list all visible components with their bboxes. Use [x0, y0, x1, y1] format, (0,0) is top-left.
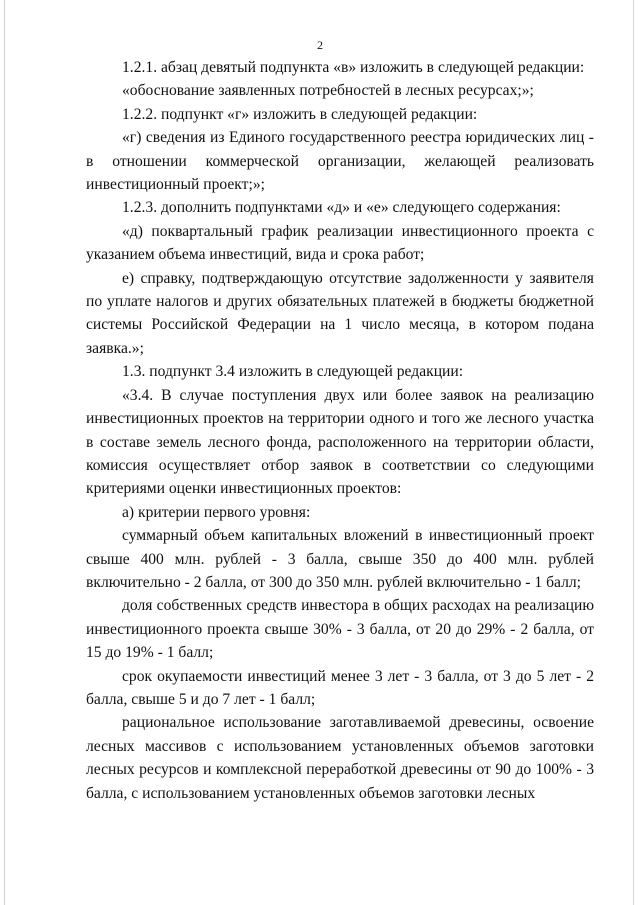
paragraph-3-4: «3.4. В случае поступления двух или более заявок на реализацию инвестиционных проектов на территории одного и того же лесного участка в составе земель лесного фонда, расположенного на территории области, комиссия осуществляет отбор заявок в соответствии со следующими критериями оценки инвестиционных проектов: — [86, 386, 594, 498]
paragraph-rational-use: рациональное использование заготавливаемой древесины, освоение лесных массивов с использованием установленных объемов заготовки лесных ресурсов и комплексной переработкой древесины от 90 до 100% - 3 балла, с использованием установленных объемов заготовки лесных — [86, 714, 594, 802]
paragraph-1-2-3: 1.2.3. дополнить подпунктами «д» и «е» следующего содержания: — [122, 199, 561, 217]
page-right-edge — [633, 0, 634, 905]
paragraph-quote-substantiation: «обоснование заявленных потребностей в лесных ресурсах;»; — [122, 82, 534, 100]
paragraph-1-2-1: 1.2.1. абзац девятый подпункта «в» изложить в следующей редакции: — [122, 59, 585, 76]
paragraph-1-2-2: 1.2.2. подпункт «г» изложить в следующей редакции: — [122, 105, 478, 123]
paragraph-criteria-level-1: а) критерии первого уровня: — [122, 503, 311, 521]
document-body — [86, 56, 594, 805]
page-number: 2 — [317, 38, 323, 52]
paragraph-subitem-d: «д) поквартальный график реализации инвестиционного проекта с указанием объема инвестиций, вида и срока работ; — [86, 222, 594, 264]
paragraph-capital-investment: суммарный объем капитальных вложений в инвестиционный проект свыше 400 млн. рублей - 3 балла, свыше 350 до 400 млн. рублей включительно - 2 балла, от 300 до 350 млн. рублей включительно - 1 балл; — [86, 527, 594, 591]
paragraph-payback-period: срок окупаемости инвестиций менее 3 лет - 3 балла, от 3 до 5 лет - 2 балла, свыше 5 и до 7 лет - 1 балл; — [86, 667, 594, 708]
paragraph-subitem-e: е) справку, подтверждающую отсутствие задолженности у заявителя по уплате налогов и других обязательных платежей в бюджеты бюджетной системы Российской Федерации на 1 число месяца, в котором подана заявка.»; — [86, 269, 594, 357]
paragraph-1-3: 1.3. подпункт 3.4 изложить в следующей редакции: — [122, 363, 464, 381]
page-left-edge — [4, 0, 5, 905]
paragraph-subitem-g: «г) сведения из Единого государственного реестра юридических лиц - в отношении коммерческой организации, желающей реализовать инвестиционный проект;»; — [86, 129, 594, 194]
paragraph-own-funds-share: доля собственных средств инвестора в общих расходах на реализацию инвестиционного проекта свыше 30% - 3 балла, от 20 до 29% - 2 балла, от 15 до 19% - 1 балл; — [86, 597, 594, 662]
